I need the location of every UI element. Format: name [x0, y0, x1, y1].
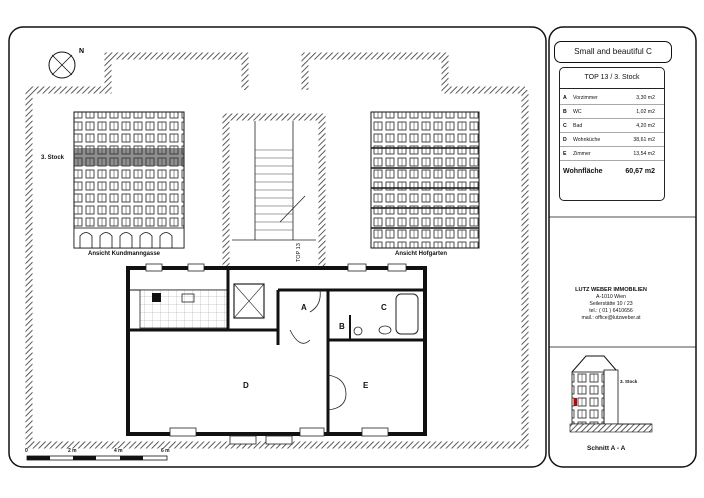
- unit-table-header: TOP 13 / 3. Stock: [560, 68, 664, 89]
- company-block: [553, 287, 669, 322]
- table-row: [560, 92, 664, 105]
- company-email: mail.: office@lutzweber.at: [581, 315, 641, 321]
- scale-tick: 2 m: [68, 448, 77, 454]
- section-floor-label: 3. Stock: [620, 379, 638, 384]
- company-street: Seilerstätte 10 / 23: [589, 301, 633, 307]
- total-label: Wohnfläche: [563, 168, 603, 175]
- room-label-a: A: [301, 303, 307, 312]
- room-area: 1,02 m2: [636, 109, 655, 115]
- scale-tick: 4 m: [114, 448, 123, 454]
- room-key: A: [563, 95, 567, 101]
- room-label-e: E: [363, 381, 369, 390]
- svg-text:N: N: [79, 48, 85, 55]
- table-row: [560, 134, 664, 147]
- total-row: [560, 164, 664, 180]
- room-area: 13,54 m2: [633, 151, 655, 157]
- floor-label: 3. Stock: [41, 155, 65, 161]
- scale-bar: [27, 456, 167, 460]
- room-key: B: [563, 109, 567, 115]
- company-city: A-1010 Wien: [596, 294, 626, 300]
- total-value: 60,67 m2: [625, 168, 655, 175]
- room-key: C: [563, 123, 567, 129]
- apartment-walls: [128, 264, 425, 444]
- room-key: E: [563, 151, 567, 157]
- room-label-d: D: [243, 381, 249, 390]
- room-area: 38,61 m2: [633, 137, 655, 143]
- title-box: [554, 41, 672, 63]
- elevation-right-caption: Ansicht Hofgarten: [395, 251, 448, 257]
- section-caption: Schnitt A - A: [587, 445, 626, 452]
- room-name: Bad: [573, 123, 583, 129]
- scale-tick: 6 m: [161, 448, 170, 454]
- room-name: Zimmer: [573, 151, 591, 157]
- elevation-left-drawing: [74, 112, 184, 248]
- scale-tick: 0: [25, 448, 28, 454]
- company-name: LUTZ WEBER IMMOBILIEN: [575, 287, 647, 293]
- room-area: 3,30 m2: [636, 95, 655, 101]
- table-row: [560, 120, 664, 133]
- table-row: [560, 106, 664, 119]
- elevation-left-caption: Ansicht Kundmanngasse: [88, 251, 161, 257]
- elevation-right-drawing: [371, 112, 479, 248]
- room-name: Vorzimmer: [573, 95, 598, 101]
- room-name: WC: [573, 109, 582, 115]
- room-label-c: C: [381, 303, 387, 312]
- room-key: D: [563, 137, 567, 143]
- room-name: Wohnküche: [573, 137, 601, 143]
- table-row: [560, 148, 664, 161]
- room-label-b: B: [339, 322, 345, 331]
- room-area: 4,20 m2: [636, 123, 655, 129]
- stair-label: TOP 13: [296, 243, 302, 262]
- page-title: Small and beautiful C: [574, 47, 652, 56]
- north-arrow-icon: [49, 48, 84, 78]
- section-drawing: [570, 356, 652, 432]
- unit-table: [559, 67, 665, 201]
- company-phone: tel.: ( 01 ) 6410656: [589, 308, 633, 314]
